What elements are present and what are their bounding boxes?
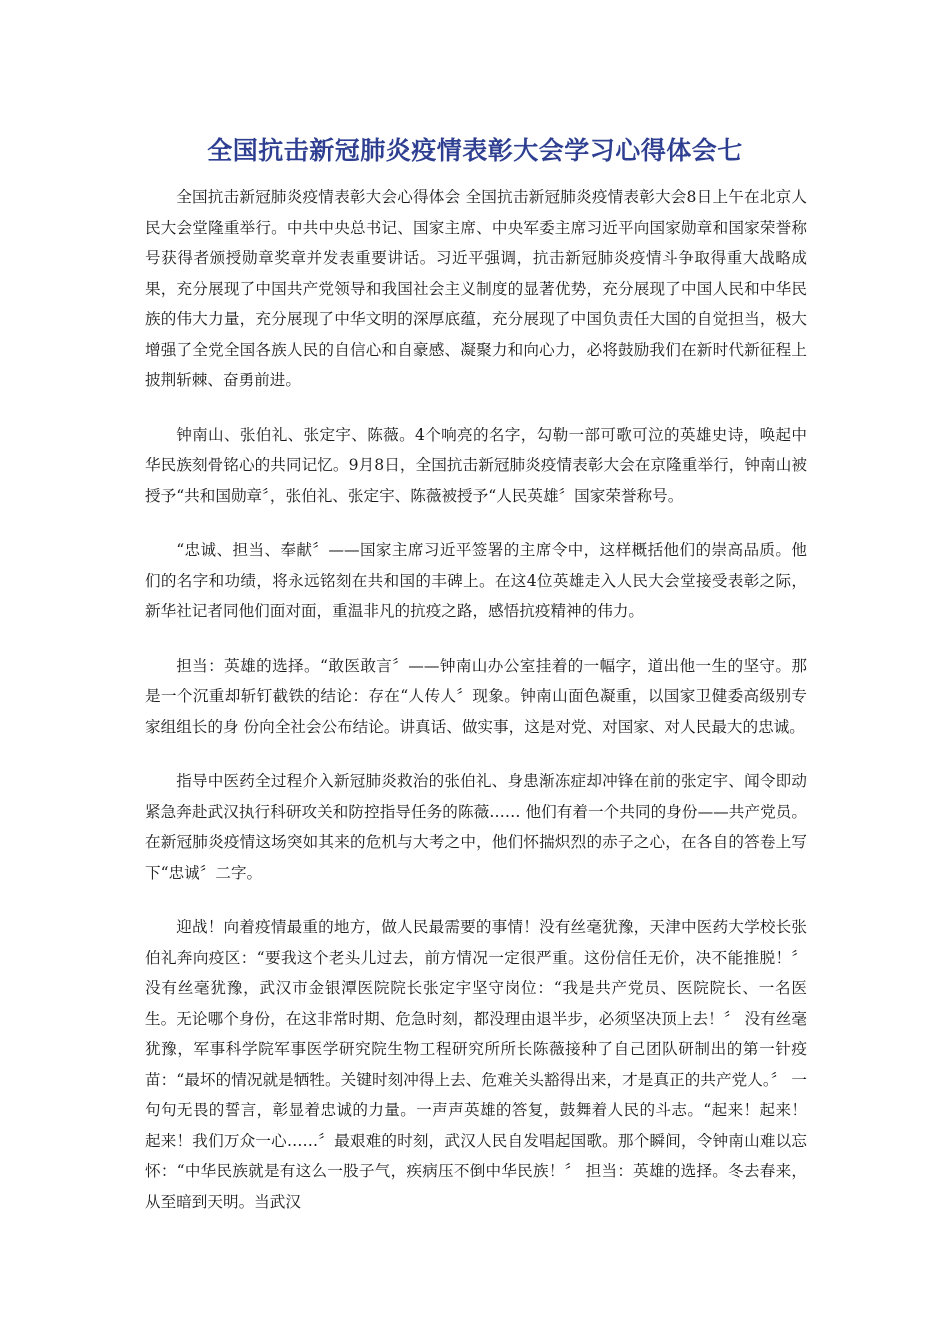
paragraph-4: 担当：英雄的选择。“敢医敢言〞——钟南山办公室挂着的一幅字，道出他一生的坚守。那是一个沉重却斩钉截铁的结论：存在“人传人〞现象。钟南山面色凝重，以国家卫健委高级别专家组组长的身 份向全社会公布结论。讲真话、做实事，这是对党、对国家、对人民最大的忠诚。 [145,656,807,736]
document-body [145,182,807,1241]
paragraph-1: 全国抗击新冠肺炎疫情表彰大会心得体会 全国抗击新冠肺炎疫情表彰大会8日上午在北京人民大会堂隆重举行。中共中央总书记、国家主席、中央军委主席习近平向国家勋章和国家荣誉称号获得者颁授勋章奖章并发表重要讲话。习近平强调，抗击新冠肺炎疫情斗争取得重大战略成果，充分展现了中国共产党领导和我国社会主义制度的显著优势，充分展现了中国人民和中华民族的伟大力量，充分展现了中华文明的深厚底蕴，充分展现了中国负责任大国的自觉担当，极大增强了全党全国各族人民的自信心和自豪感、凝聚力和向心力，必将鼓励我们在新时代新征程上披荆斩棘、奋勇前进。 [145,188,807,389]
paragraph-6: 迎战！向着疫情最重的地方，做人民最需要的事情！没有丝毫犹豫，天津中医药大学校长张伯礼奔向疫区：“要我这个老头儿过去，前方情况一定很严重。这份信任无价，决不能推脱！〞 没有丝毫犹豫，武汉市金银潭医院院长张定宇坚守岗位：“我是共产党员、医院院长、一名医生。无论哪个身份，在这非常时期、危急时刻，都没理由退半步，必须坚决顶上去！〞 没有丝毫犹豫，军事科学院军事医学研究院生物工程研究所所长陈薇接种了自己团队研制出的第一针疫苗：“最坏的情况就是牺牲。关键时刻冲得上去、危难关头豁得出来，才是真正的共产党人。〞 一句句无畏的誓言，彰显着忠诚的力量。一声声英雄的答复，鼓舞着人民的斗志。“起来！起来！起来！我们万众一心……〞最艰难的时刻，武汉人民自发唱起国歌。那个瞬间，令钟南山难以忘怀：“中华民族就是有这么一股子气，疾病压不倒中华民族！〞 担当：英雄的选择。冬去春来，从至暗到天明。当武汉 [145,918,807,1211]
paragraph-3: “忠诚、担当、奉献〞——国家主席习近平签署的主席令中，这样概括他们的崇高品质。他们的名字和功绩，将永远铭刻在共和国的丰碑上。在这4位英雄走入人民大会堂接受表彰之际，新华社记者同他们面对面，重温非凡的抗疫之路，感悟抗疫精神的伟力。 [145,541,807,620]
paragraph-5: 指导中医药全过程介入新冠肺炎救治的张伯礼、身患渐冻症却冲锋在前的张定宇、闻令即动紧急奔赴武汉执行科研攻关和防控指导任务的陈薇…… 他们有着一个共同的身份——共产党员。在新冠肺炎疫情这场突如其来的危机与大考之中，他们怀揣炽烈的赤子之心，在各自的答卷上写下“忠诚〞二字。 [145,772,807,882]
document-title: 全国抗击新冠肺炎疫情表彰大会学习心得体会七 [207,136,743,165]
paragraph-2: 钟南山、张伯礼、张定宇、陈薇。4个响亮的名字，勾勒一部可歌可泣的英雄史诗，唤起中华民族刻骨铭心的共同记忆。9月8日，全国抗击新冠肺炎疫情表彰大会在京隆重举行，钟南山被授予“共和国勋章〞，张伯礼、张定宇、陈薇被授予“人民英雄〞国家荣誉称号。 [145,425,807,505]
